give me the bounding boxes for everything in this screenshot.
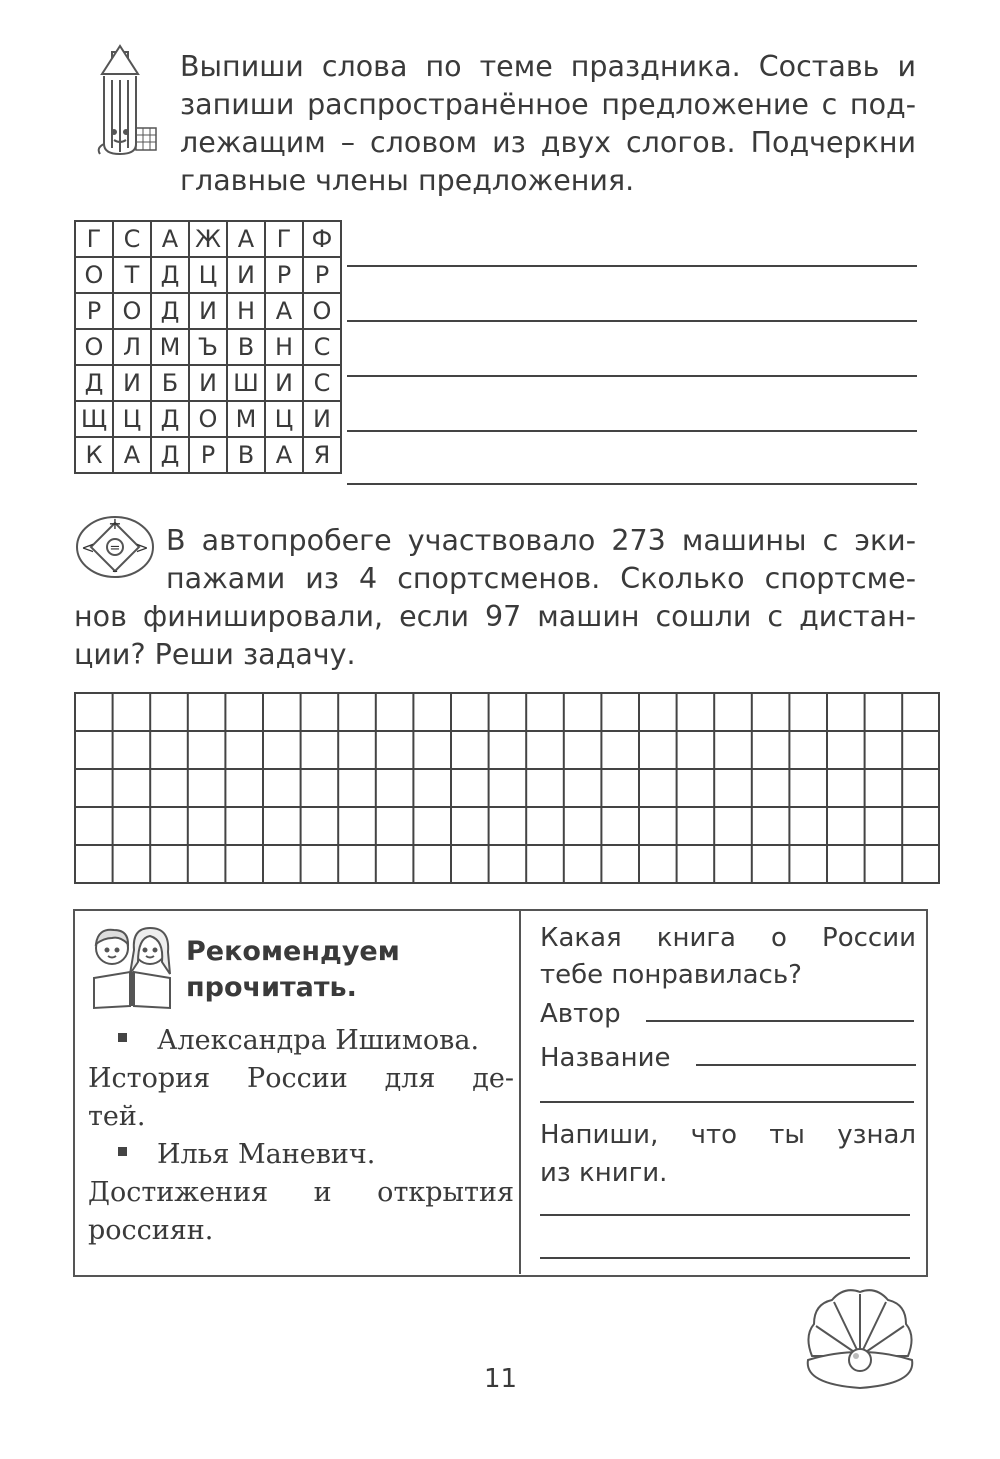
book-item	[118, 1136, 375, 1174]
grid-cell: О	[189, 401, 227, 437]
answer-line[interactable]	[347, 483, 917, 485]
grid-cell: Н	[265, 329, 303, 365]
page-number: 11	[484, 1364, 518, 1394]
question-line: тебе понравилась?	[540, 960, 802, 990]
book-item	[118, 1022, 516, 1060]
minus-symbol: -	[112, 561, 118, 580]
grid-cell: Я	[303, 437, 341, 473]
grid-cell: Ц	[265, 401, 303, 437]
grid-cell: И	[265, 365, 303, 401]
grid-cell: Ц	[113, 401, 151, 437]
grid-cell: Г	[75, 221, 113, 257]
task1-text	[180, 48, 916, 200]
grid-cell: Д	[151, 257, 189, 293]
grid-cell: Ъ	[189, 329, 227, 365]
author-input-line[interactable]	[646, 1020, 914, 1022]
write-prompt-line: Напиши, что ты узнал	[540, 1120, 916, 1150]
grid-cell: И	[189, 293, 227, 329]
grid-cell: О	[303, 293, 341, 329]
grid-cell: Н	[227, 293, 265, 329]
greater-symbol: >	[135, 538, 149, 557]
shell-icon	[800, 1284, 920, 1394]
grid-cell: Р	[265, 257, 303, 293]
answer-line[interactable]	[347, 320, 917, 322]
write-prompt-line: из книги.	[540, 1158, 668, 1188]
grid-cell: О	[75, 257, 113, 293]
task2-text	[166, 522, 916, 560]
book-title-line: История России для де-	[88, 1063, 514, 1094]
grid-cell: Д	[151, 437, 189, 473]
answer-line[interactable]	[347, 430, 917, 432]
book-title-line: россиян.	[88, 1215, 214, 1246]
grid-cell: М	[227, 401, 265, 437]
grid-cell: О	[75, 329, 113, 365]
grid-cell: Т	[113, 257, 151, 293]
grid-cell: С	[303, 329, 341, 365]
grid-cell: Ф	[303, 221, 341, 257]
answer-line[interactable]	[347, 265, 917, 267]
book-title-line: тей.	[88, 1101, 146, 1132]
task2-line: пажами из 4 спортсменов. Сколько спортсме-	[166, 562, 916, 595]
notes-input-line[interactable]	[540, 1214, 910, 1216]
title-label: Название	[540, 1043, 671, 1073]
book-author: Александра Ишимова.	[157, 1025, 480, 1056]
grid-cell: В	[227, 437, 265, 473]
grid-cell: Д	[75, 365, 113, 401]
equals-symbol: =	[109, 541, 121, 556]
grid-cell: И	[113, 365, 151, 401]
grid-cell: К	[75, 437, 113, 473]
letter-grid	[74, 220, 342, 474]
plus-symbol: +	[108, 514, 122, 533]
task2-text	[74, 598, 916, 674]
grid-cell: Л	[113, 329, 151, 365]
math-operations-icon	[74, 514, 156, 580]
task2-text	[166, 560, 916, 598]
grid-cell: Б	[151, 365, 189, 401]
grid-cell: Г	[265, 221, 303, 257]
task1-line: запиши распространённое предложение с под-	[180, 88, 916, 121]
grid-cell: Р	[303, 257, 341, 293]
pencil-icon	[90, 44, 160, 169]
grid-cell: Д	[151, 401, 189, 437]
grid-cell: Ц	[189, 257, 227, 293]
book-author: Илья Маневич.	[157, 1139, 376, 1170]
recommend-title-line: Рекомендуем	[186, 936, 400, 967]
grid-cell: А	[151, 221, 189, 257]
task2-line: ции? Реши задачу.	[74, 638, 356, 671]
grid-cell: А	[265, 437, 303, 473]
task1-line: лежащим – словом из двух слогов. Подчеркни	[180, 126, 916, 159]
bullet-icon	[118, 1033, 127, 1042]
recommend-title-line: прочитать.	[186, 972, 357, 1003]
grid-cell: В	[227, 329, 265, 365]
question-line: Какая книга о России	[540, 923, 916, 953]
answer-grid[interactable]	[74, 692, 940, 884]
grid-cell: Ш	[227, 365, 265, 401]
task2-line: нов финишировали, если 97 машин сошли с дистан-	[74, 600, 916, 633]
grid-cell: И	[189, 365, 227, 401]
grid-cell: М	[151, 329, 189, 365]
answer-line[interactable]	[347, 375, 917, 377]
recommend-title	[186, 934, 400, 1006]
task1-line: главные члены предложения.	[180, 164, 635, 197]
title-input-line[interactable]	[696, 1064, 916, 1066]
task1-line: Выпиши слова по теме праздника. Составь и	[180, 50, 916, 83]
book-title-line: Достижения и открытия	[88, 1177, 514, 1208]
bullet-icon	[118, 1147, 127, 1156]
grid-cell: С	[303, 365, 341, 401]
grid-cell: И	[303, 401, 341, 437]
grid-cell: А	[113, 437, 151, 473]
author-label: Автор	[540, 999, 621, 1029]
grid-cell: А	[227, 221, 265, 257]
grid-cell: Ж	[189, 221, 227, 257]
grid-cell: Р	[189, 437, 227, 473]
grid-cell: А	[265, 293, 303, 329]
grid-cell: Д	[151, 293, 189, 329]
task2-line: В автопробеге участвовало 273 машины с эки-	[166, 524, 916, 557]
kids-reading-icon	[84, 922, 180, 1010]
grid-cell: С	[113, 221, 151, 257]
grid-cell: Щ	[75, 401, 113, 437]
grid-cell: Р	[75, 293, 113, 329]
grid-cell: О	[113, 293, 151, 329]
grid-cell: И	[227, 257, 265, 293]
title-input-line[interactable]	[540, 1101, 914, 1103]
less-symbol: <	[81, 538, 95, 557]
notes-input-line[interactable]	[540, 1257, 910, 1259]
box-divider	[519, 910, 521, 1274]
